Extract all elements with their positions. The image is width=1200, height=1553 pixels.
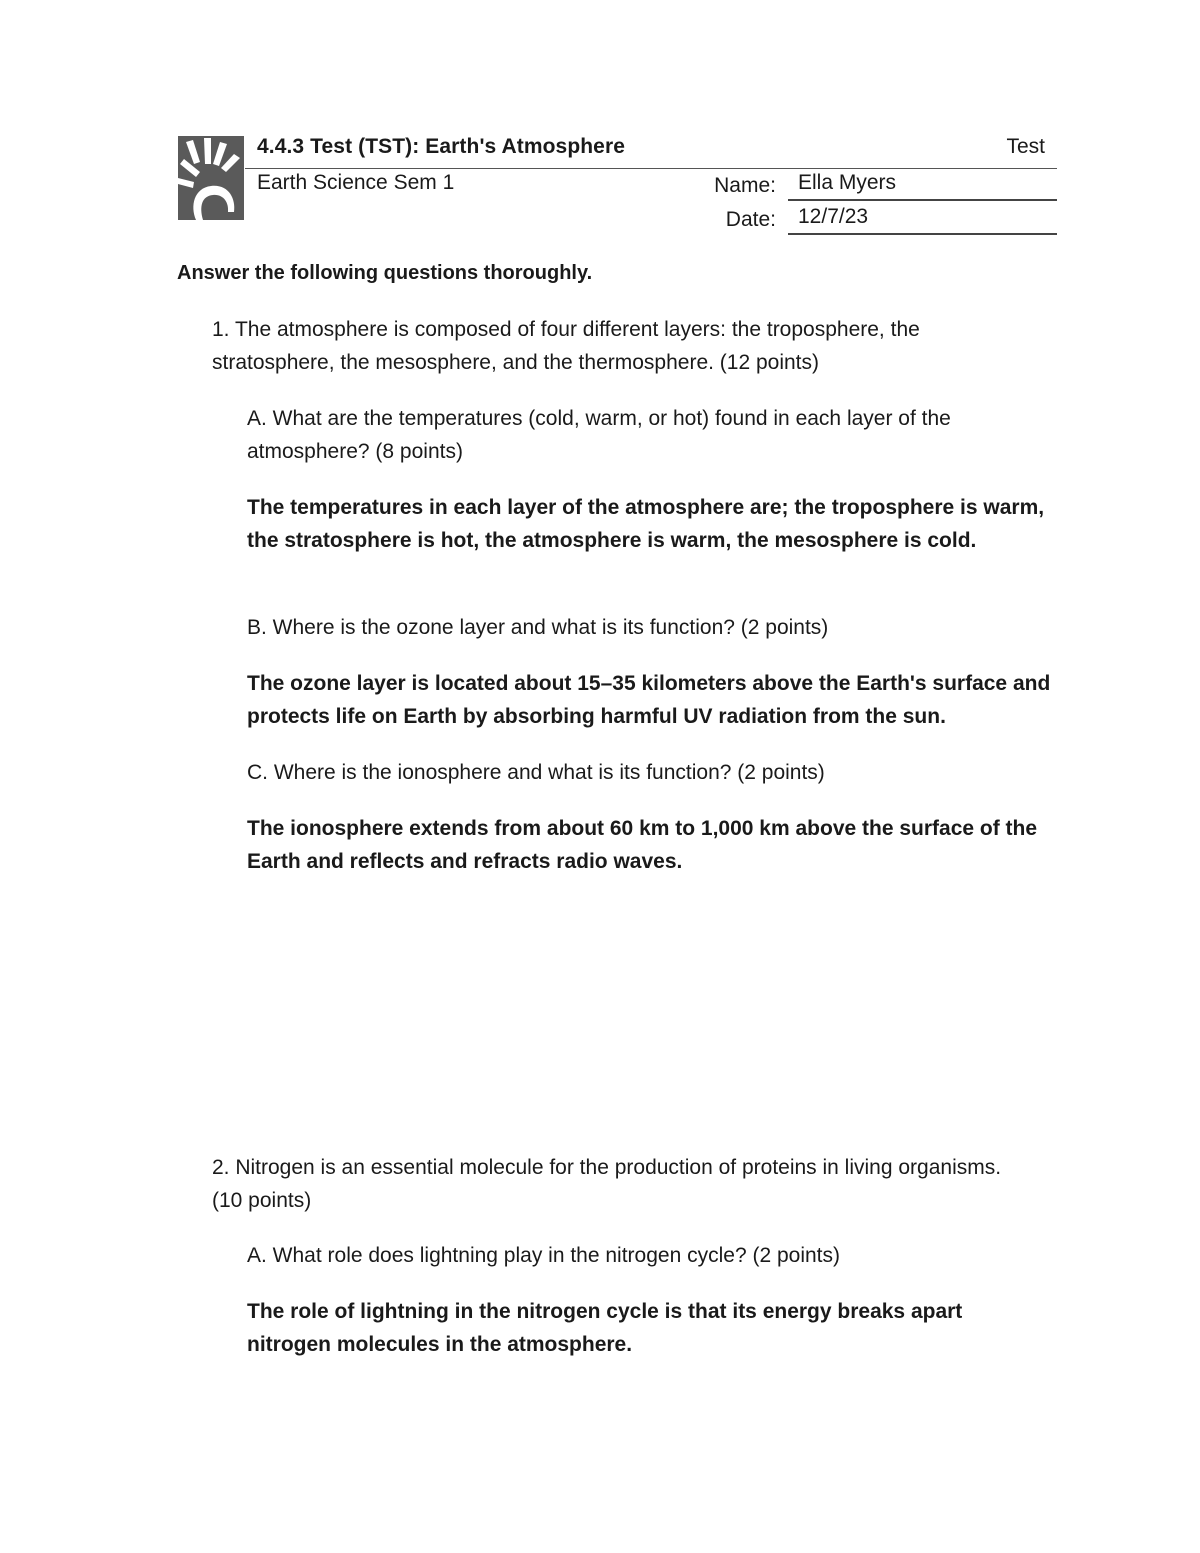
instructions: Answer the following questions thoroughly. — [177, 262, 593, 284]
question-1-prompt: 1. The atmosphere is composed of four different layers: the troposphere, the stratosphere, the mesosphere, and the thermosphere. (12 points) — [212, 318, 920, 374]
date-field[interactable]: 12/7/23 — [788, 205, 1057, 235]
question-2-prompt: 2. Nitrogen is an essential molecule for the production of proteins in living organisms. (10 points) — [212, 1156, 1002, 1212]
course-name: Earth Science Sem 1 — [257, 171, 455, 194]
question-1c-prompt: C. Where is the ionosphere and what is its function? (2 points) — [247, 761, 825, 784]
question-1b-prompt: B. Where is the ozone layer and what is its function? (2 points) — [247, 616, 829, 639]
question-1a-answer[interactable]: The temperatures in each layer of the atmosphere are; the troposphere is warm, the stratosphere is hot, the atmosphere is warm, the mesosphere is cold. — [247, 496, 1045, 552]
question-1b-answer[interactable]: The ozone layer is located about 15–35 kilometers above the Earth's surface and protects life on Earth by absorbing harmful UV radiation from the sun. — [247, 672, 1051, 728]
name-label: Name: — [714, 174, 776, 197]
question-2a-prompt: A. What role does lightning play in the nitrogen cycle? (2 points) — [247, 1244, 840, 1267]
question-1c-answer[interactable]: The ionosphere extends from about 60 km to 1,000 km above the surface of the Earth and reflects and refracts radio waves. — [247, 817, 1038, 873]
question-2a-answer[interactable]: The role of lightning in the nitrogen cycle is that its energy breaks apart nitrogen molecules in the atmosphere. — [247, 1300, 963, 1356]
sun-hand-logo-icon — [178, 136, 244, 220]
test-type-label: Test — [1006, 135, 1045, 158]
name-field[interactable]: Ella Myers — [788, 171, 1057, 201]
date-label: Date: — [725, 208, 776, 231]
question-1a-prompt: A. What are the temperatures (cold, warm, or hot) found in each layer of the atmosphere? (8 points) — [247, 407, 951, 463]
test-title: 4.4.3 Test (TST): Earth's Atmosphere — [257, 135, 626, 158]
header-divider — [245, 168, 1057, 169]
